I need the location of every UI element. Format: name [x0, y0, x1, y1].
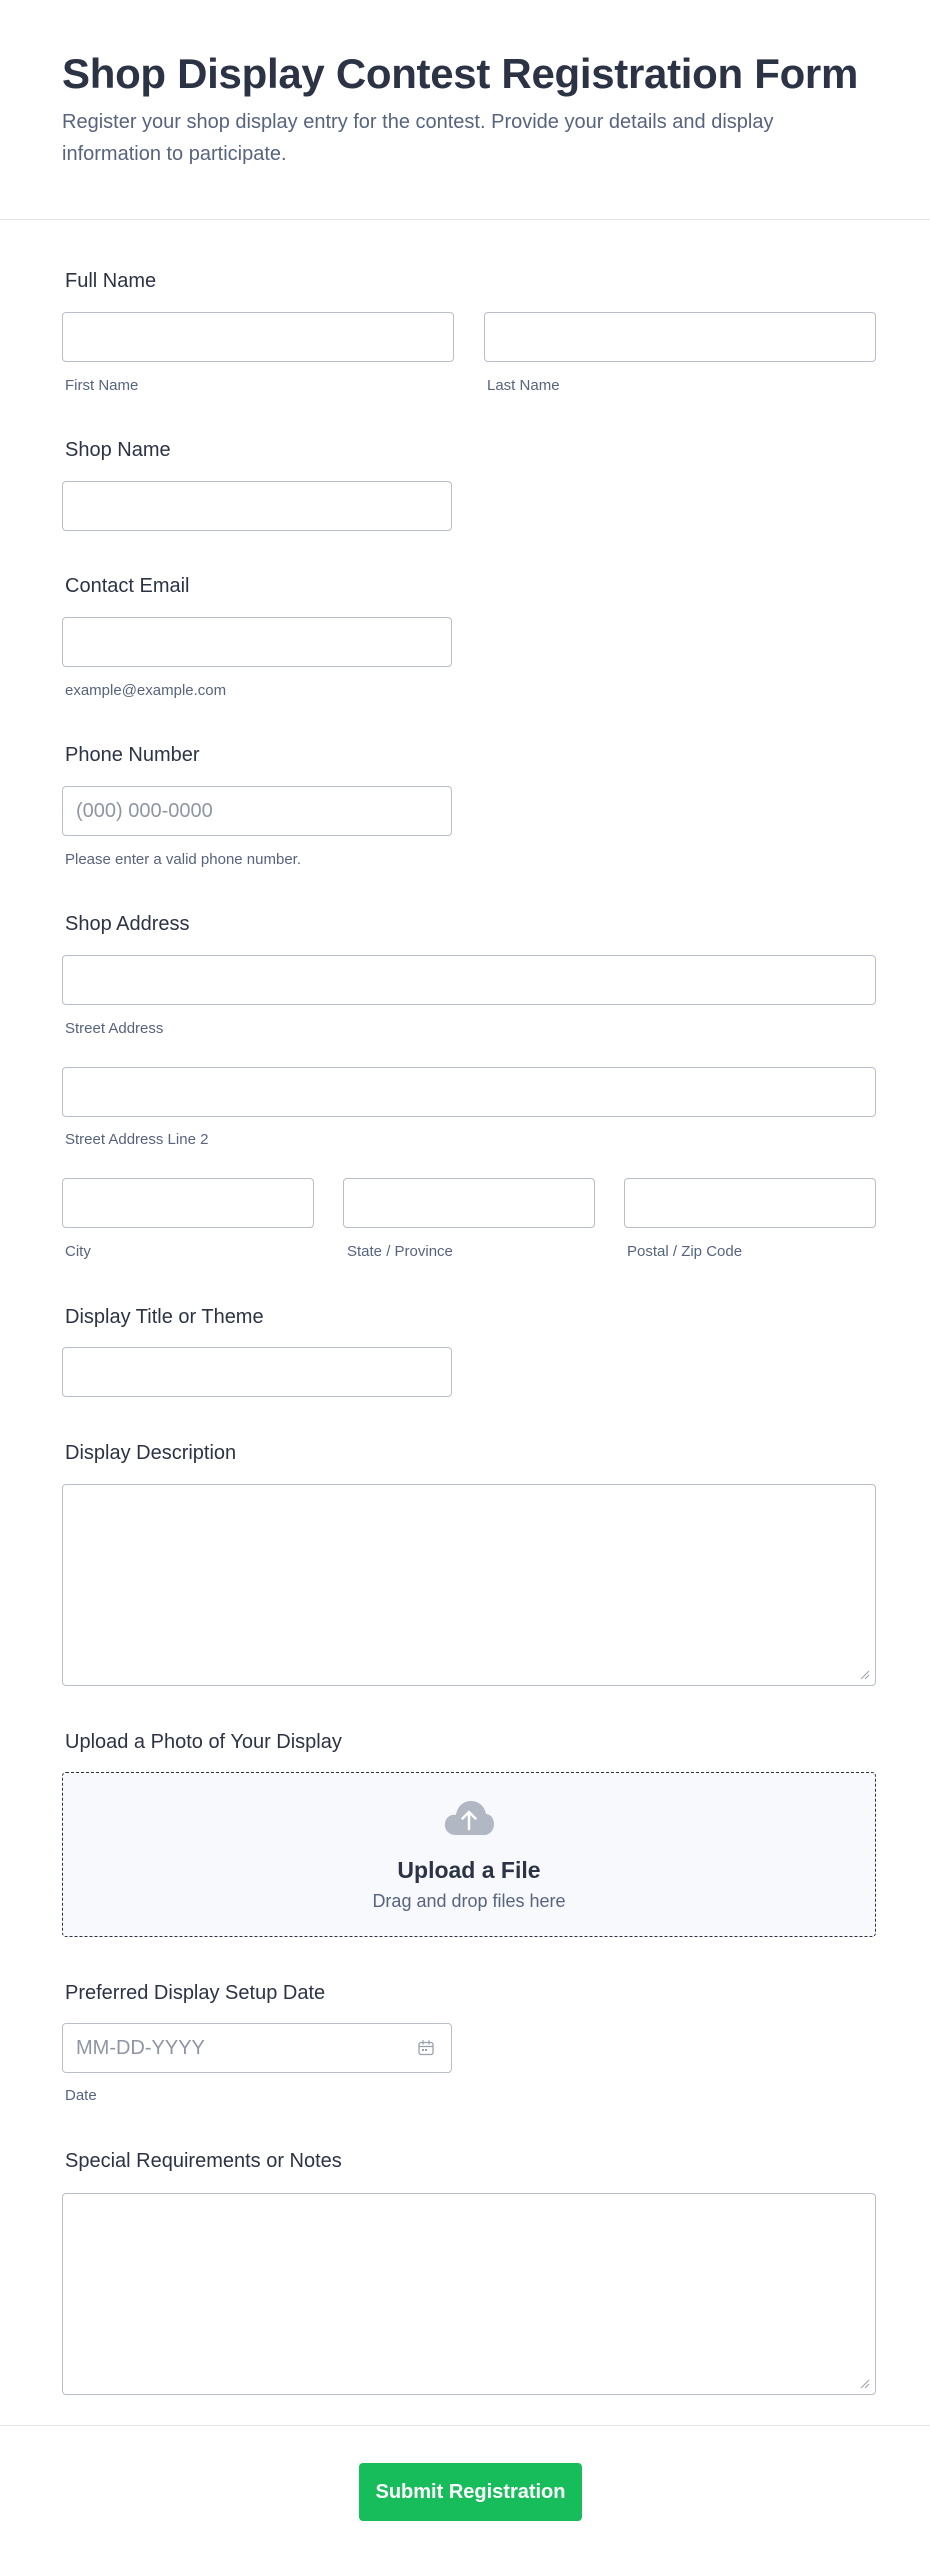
resize-grip-icon[interactable] — [860, 1670, 870, 1680]
city-input[interactable] — [62, 1178, 314, 1228]
resize-grip-icon[interactable] — [860, 2379, 870, 2389]
street-address-sublabel: Street Address — [65, 1020, 164, 1037]
display-description-textarea[interactable] — [62, 1484, 876, 1686]
form-subtitle: Register your shop display entry for the contest. Provide your details and display information to participate. — [62, 111, 774, 165]
postal-code-sublabel: Postal / Zip Code — [627, 1243, 743, 1260]
display-title-label: Display Title or Theme — [65, 1306, 264, 1328]
state-province-input[interactable] — [343, 1178, 595, 1228]
street-address-line2-input[interactable] — [62, 1067, 876, 1117]
phone-number-input[interactable] — [62, 786, 452, 836]
shop-name-input[interactable] — [62, 481, 452, 531]
upload-hint: Drag and drop files here — [372, 1891, 566, 1911]
cloud-upload-icon — [443, 1799, 495, 1837]
contact-email-sublabel: example@example.com — [65, 682, 227, 699]
last-name-input[interactable] — [484, 312, 876, 362]
setup-date-label: Preferred Display Setup Date — [65, 1982, 326, 2004]
state-province-sublabel: State / Province — [347, 1243, 453, 1260]
form-header — [0, 0, 930, 220]
submit-registration-button[interactable]: Submit Registration — [359, 2463, 582, 2521]
display-description-label: Display Description — [65, 1442, 237, 1464]
upload-title: Upload a File — [397, 1857, 541, 1883]
form-title: Shop Display Contest Registration Form — [62, 50, 859, 97]
shop-address-label: Shop Address — [65, 913, 190, 935]
first-name-sublabel: First Name — [65, 377, 139, 394]
street-address-input[interactable] — [62, 955, 876, 1005]
upload-photo-label: Upload a Photo of Your Display — [65, 1731, 342, 1753]
special-notes-label: Special Requirements or Notes — [65, 2150, 342, 2172]
first-name-input[interactable] — [62, 312, 454, 362]
calendar-icon[interactable] — [417, 2039, 435, 2057]
display-title-input[interactable] — [62, 1347, 452, 1397]
city-sublabel: City — [65, 1243, 91, 1260]
shop-name-label: Shop Name — [65, 439, 171, 461]
phone-number-label: Phone Number — [65, 744, 200, 766]
contact-email-input[interactable] — [62, 617, 452, 667]
full-name-label: Full Name — [65, 270, 157, 292]
postal-code-input[interactable] — [624, 1178, 876, 1228]
setup-date-sublabel: Date — [65, 2087, 97, 2104]
setup-date-input[interactable] — [62, 2023, 452, 2073]
file-upload-dropzone[interactable] — [62, 1772, 876, 1937]
street-address-line2-sublabel: Street Address Line 2 — [65, 1131, 209, 1148]
last-name-sublabel: Last Name — [487, 377, 560, 394]
phone-number-sublabel: Please enter a valid phone number. — [65, 851, 301, 868]
contact-email-label: Contact Email — [65, 575, 190, 597]
special-notes-textarea[interactable] — [62, 2193, 876, 2395]
